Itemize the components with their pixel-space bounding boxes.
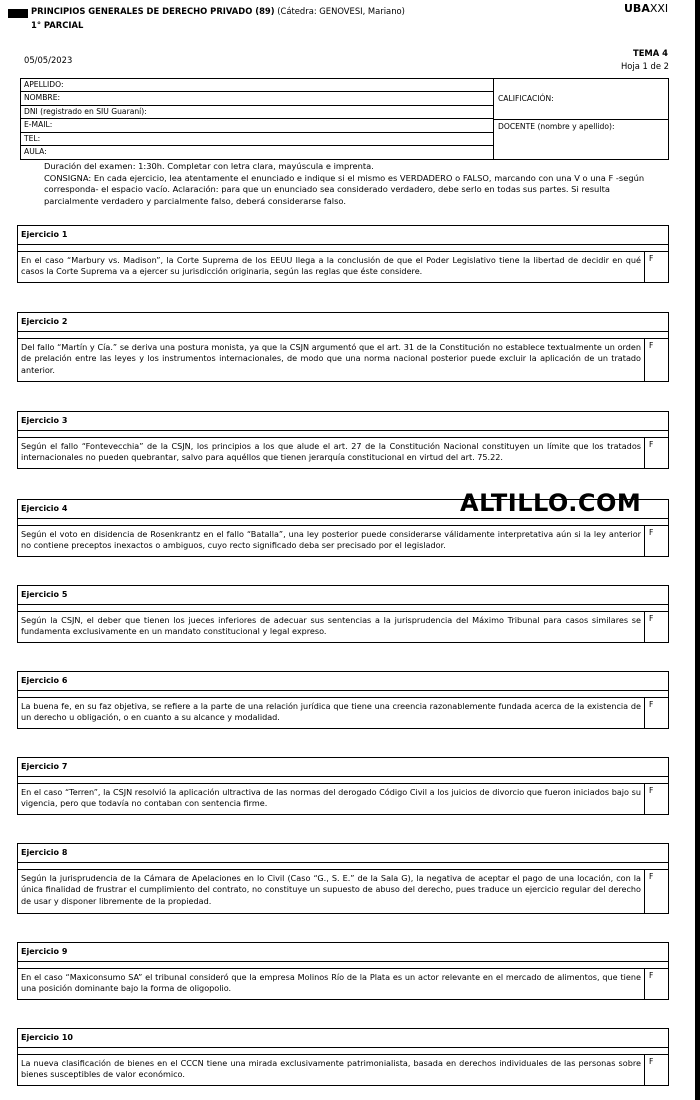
exam-name: 1° PARCIAL [31,20,84,30]
exercise-1 [17,225,669,283]
exercise-6 [17,671,669,729]
exercise-text: La nueva clasificación de bienes en el CCCN tiene una mirada exclusivamente patrimonialista, basada en derechos individuales de las personas sobre bienes susceptibles de valor económico. [21,1058,641,1080]
answer-box[interactable]: F [644,1055,653,1085]
exercise-body [18,783,668,814]
answer-box[interactable]: F [644,698,653,728]
uba-logo-suffix: XXI [649,2,669,15]
exercise-text: Según la CSJN, el deber que tienen los jueces inferiores de adecuar sus sentencias a la jurisprudencia del Máximo Tribunal para casos similares se fundamenta exclusivamente en un mandato constitucional y legal expreso. [21,615,641,637]
instructions [44,161,654,207]
exercise-title: Ejercicio 3 [18,412,668,431]
answer-box[interactable]: F [644,612,653,642]
exercise-body [18,1054,668,1085]
exercise-text: La buena fe, en su faz objetiva, se refiere a la parte de una relación jurídica que tiene una creencia razonablemente fundada acerca de la existencia de un derecho u obligación, o en cuanto a su alcance y modalidad. [21,701,641,723]
field-email[interactable]: E-MAIL: [21,119,493,132]
uba-logo-main: UBA [624,2,650,15]
exercise-title: Ejercicio 4 [18,500,668,519]
consigna-text: CONSIGNA: En cada ejercicio, lea atentamente el enunciado e indique si el mismo es VERDADERO o FALSO, marcando con una V o una F -según corresponda- el espacio vacío. Aclaración: para que un enunciado sea considerado verdadero, debe serlo en todas sus partes. Si resulta parcialmente verdadero y parcialmente falso, deberá considerarse falso. [44,172,645,206]
exercise-7 [17,757,669,815]
exercise-title: Ejercicio 9 [18,943,668,962]
answer-box[interactable]: F [644,969,653,999]
grading-fields [494,79,668,159]
exercise-body [18,611,668,642]
exercise-body [18,437,668,468]
answer-box[interactable]: F [644,252,653,282]
exercise-title: Ejercicio 8 [18,844,668,863]
exercise-body [18,968,668,999]
exercise-4 [17,499,669,557]
exercise-text: Según el voto en disidencia de Rosenkrantz en el fallo “Batalla”, una ley posterior puede considerarse válidamente interpretativa aún si la ley anterior no contiene preceptos inexactos o ambiguos, cuyo recto significado deba ser precisado por el legislador. [21,529,641,551]
exercise-title: Ejercicio 1 [18,226,668,245]
exercise-text: Según la jurisprudencia de la Cámara de Apelaciones en lo Civil (Caso “G., S. E.” de la Sala G), la negativa de aceptar el pago de una locación, con la única finalidad de frustrar el cumplimiento del contrato, no constituye un supuesto de abuso del derecho, pues traduce un ejercicio regular del derecho de usar y disponer libremente de la propiedad. [21,873,641,906]
exercise-title: Ejercicio 6 [18,672,668,691]
exercise-body [18,338,668,381]
answer-box[interactable]: F [644,870,653,913]
field-aula[interactable]: AULA: [24,146,47,156]
exercise-text: En el caso “Terren”, la CSJN resolvió la aplicación ultractiva de las normas del derogado Código Civil a los juicios de divorcio que fueron iniciados bajo su vigencia, pero que todavía no contaban con sentencia firme. [21,787,641,809]
docente-field[interactable]: DOCENTE (nombre y apellido): [498,122,615,131]
course-chair: (Cátedra: GENOVESI, Mariano) [277,6,405,16]
field-nombre[interactable]: NOMBRE: [21,92,493,105]
exam-date: 05/05/2023 [24,55,73,65]
exercise-3 [17,411,669,469]
answer-box[interactable]: F [644,526,653,556]
exercise-10 [17,1028,669,1086]
exercise-5 [17,585,669,643]
watermark: ALTILLO.COM [460,489,642,517]
exercise-title: Ejercicio 7 [18,758,668,777]
student-fields [21,79,494,159]
exercise-text: En el caso “Maxiconsumo SA” el tribunal consideró que la empresa Molinos Río de la Plata es un actor relevante en el mercado de alimentos, que tiene una posición dominante bajo la forma de oligopolio. [21,972,641,994]
exercise-text: Según el fallo “Fontevecchia” de la CSJN, los principios a los que alude el art. 27 de la Constitución Nacional constituyen un límite que los tratados internacionales no pueden quebrantar, salvo para aquéllos que tienen jerarquía constitucional en virtud del art. 75.22. [21,441,641,463]
exercise-9 [17,942,669,1000]
student-info-form [20,78,669,160]
exercise-text: En el caso “Marbury vs. Madison”, la Corte Suprema de los EEUU llega a la conclusión de que el Poder Legislativo tiene la libertad de decidir en qué casos la Corte Suprema va a ejercer su jurisdicción originaria, según las reglas que éste considere. [21,255,641,277]
field-apellido[interactable]: APELLIDO: [21,79,493,92]
tema-label: TEMA 4 [633,48,668,58]
field-tel[interactable]: TEL: [21,133,493,146]
page-edge-bar [695,0,700,1100]
page-number: Hoja 1 de 2 [621,61,669,71]
exercise-title: Ejercicio 10 [18,1029,668,1048]
exercise-text: Del fallo “Martín y Cía.” se deriva una postura monista, ya que la CSJN argumentó que el art. 31 de la Constitución no establece textualmente un orden de prelación entre las leyes y los instrumentos internacionales, de modo que una norma nacional posterior puede excluir la aplicación de un tratado anterior. [21,342,641,375]
uba-logo [624,2,668,15]
exercise-2 [17,312,669,382]
exercise-8 [17,843,669,914]
answer-box[interactable]: F [644,339,653,381]
header-black-bar [8,9,28,18]
exercise-title: Ejercicio 5 [18,586,668,605]
answer-box[interactable]: F [644,784,653,814]
exercise-body [18,525,668,556]
exercise-body [18,697,668,728]
grading-divider [494,119,668,120]
field-dni[interactable]: DNI (registrado en SIU Guaraní): [21,106,493,119]
course-name: PRINCIPIOS GENERALES DE DERECHO PRIVADO (89) [31,6,275,16]
exercise-body [18,869,668,913]
course-title [31,6,405,16]
answer-box[interactable]: F [644,438,653,468]
exercise-body [18,251,668,282]
duration-text: Duración del examen: 1:30h. Completar con letra clara, mayúscula e imprenta. [44,161,374,171]
calificacion-field[interactable]: CALIFICACIÓN: [498,94,554,103]
exercise-title: Ejercicio 2 [18,313,668,332]
